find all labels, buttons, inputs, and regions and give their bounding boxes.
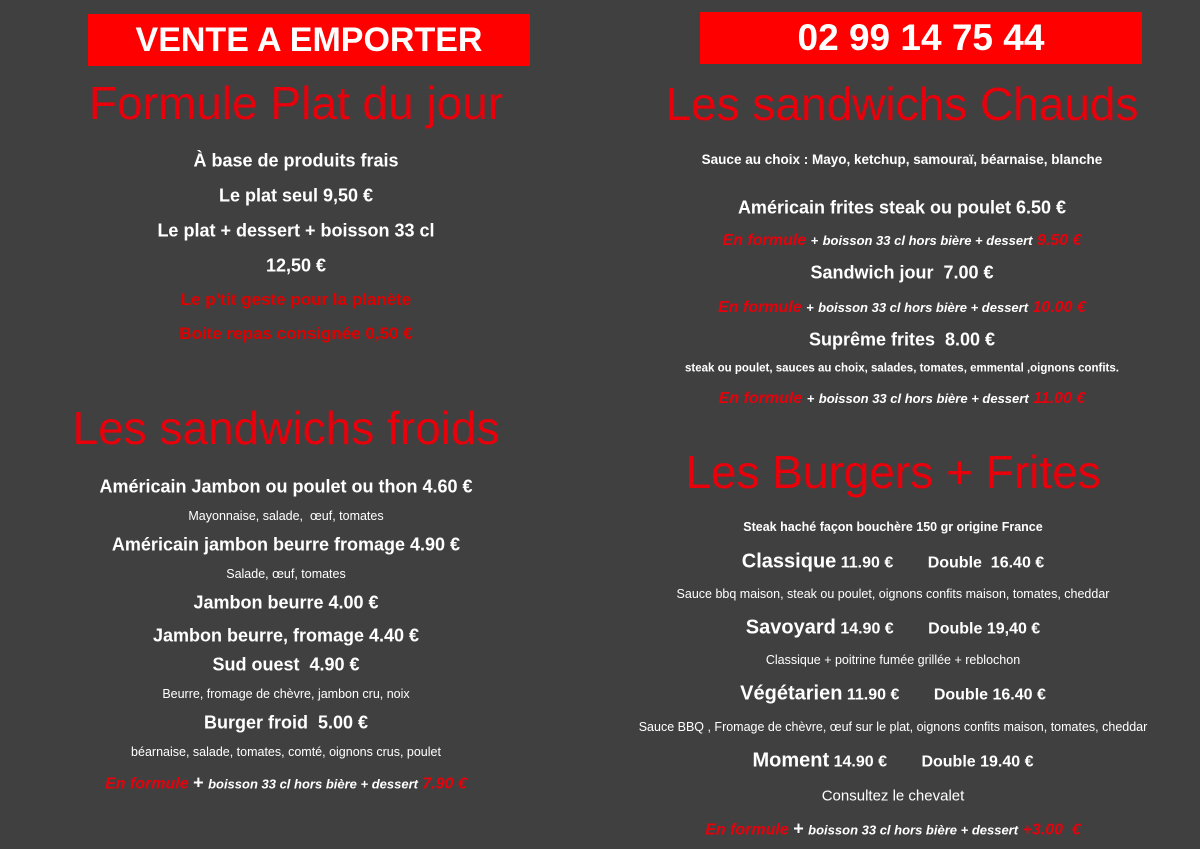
burger-desc: Classique + poitrine fumée grillée + reblochon (765, 652, 1021, 667)
formule-plus: + (806, 299, 814, 315)
burgers-section (586, 0, 1200, 849)
menu-item-name: Américain frites steak ou poulet 6.50 € (737, 197, 1067, 218)
menu-item-name: Jambon beurre 4.00 € (193, 592, 379, 613)
burger-price: 11.90 € (840, 554, 894, 572)
formule-plus: + (810, 232, 819, 248)
menu-item-name: Américain jambon beurre fromage 4.90 € (111, 534, 461, 555)
menu-item-desc: Beurre, fromage de chèvre, jambon cru, noix (162, 686, 410, 701)
formule-label: En formule (718, 298, 802, 316)
burger-double-price: Double 16.40 € (927, 554, 1045, 572)
menu-item-name: Sandwich jour 7.00 € (810, 262, 994, 283)
formule-label: En formule (718, 389, 803, 407)
formule-text: boisson 33 cl hors bière + dessert (208, 776, 418, 792)
formule-line (586, 818, 1200, 839)
formule-price: 7.90 € (422, 775, 467, 793)
burgers-title: Les Burgers + Frites (685, 446, 1101, 498)
formule-price: 11.00 € (1033, 389, 1086, 407)
formule-plus: + (793, 818, 804, 839)
burger-price: 14.90 € (833, 753, 887, 771)
eco-line: Le p’tit geste pour la planète (180, 290, 412, 310)
formule-line (0, 772, 572, 793)
formule-plus: + (193, 772, 204, 793)
formule-price: 9.50 € (1036, 231, 1082, 249)
burger-name: Classique (741, 550, 837, 573)
steak-info: Steak haché façon bouchère 150 gr origine France (743, 519, 1043, 534)
formule-plus: + (806, 390, 815, 406)
formule-price: +3.00 € (1022, 821, 1081, 839)
burger-double-price: Double 19.40 € (921, 753, 1034, 771)
sandwichs-froids-section (0, 0, 572, 849)
formule-text: boisson 33 cl hors bière + dessert (808, 822, 1019, 838)
sandwichs-chauds-title: Les sandwichs Chauds (665, 78, 1139, 130)
burger-double-price: Double 19,40 € (928, 620, 1041, 638)
takeaway-banner: VENTE A EMPORTER (88, 14, 530, 66)
burger-row (586, 683, 1200, 706)
burger-row (586, 617, 1200, 640)
plat-line: Le plat seul 9,50 € (218, 185, 374, 206)
plat-line: Le plat + dessert + boisson 33 cl (157, 220, 435, 241)
burger-name: Moment (752, 749, 830, 772)
formule-text: boisson 33 cl hors bière + dessert (822, 232, 1033, 248)
menu-item-name: Américain Jambon ou poulet ou thon 4.60 € (99, 476, 473, 497)
eco-line: Boite repas consignée 0,50 € (179, 324, 413, 344)
formule-text: boisson 33 cl hors bière + dessert (818, 390, 1029, 406)
plat-line: À base de produits frais (193, 150, 399, 171)
burger-row (586, 551, 1200, 574)
menu-item-name: Suprême frites 8.00 € (808, 329, 996, 350)
formule-price: 10.00 € (1032, 298, 1086, 316)
menu-item-desc: Salade, œuf, tomates (226, 566, 346, 581)
burger-name: Végétarien (740, 682, 843, 705)
menu-item-desc: Mayonnaise, salade, œuf, tomates (188, 508, 384, 523)
formule-text: boisson 33 cl hors bière + dessert (818, 299, 1029, 315)
menu-item-desc: béarnaise, salade, tomates, comté, oignons crus, poulet (131, 744, 441, 759)
menu-item-name: Sud ouest 4.90 € (212, 654, 360, 675)
burger-desc: Sauce bbq maison, steak ou poulet, oignons confits maison, tomates, cheddar (676, 586, 1110, 601)
plat-du-jour-title: Formule Plat du jour (88, 77, 504, 129)
burger-double-price: Double 16.40 € (933, 686, 1046, 704)
burger-price: 14.90 € (840, 620, 894, 638)
menu-item-name: Burger froid 5.00 € (203, 712, 369, 733)
phone-banner: 02 99 14 75 44 (700, 12, 1142, 64)
burger-price: 11.90 € (846, 686, 900, 704)
formule-label: En formule (705, 821, 789, 839)
burger-name: Savoyard (745, 616, 836, 639)
sandwichs-froids-title: Les sandwichs froids (72, 402, 500, 454)
formule-label: En formule (722, 231, 807, 249)
plat-line: 12,50 € (265, 255, 327, 276)
menu-item-name: Jambon beurre, fromage 4.40 € (152, 625, 420, 646)
sauce-choice: Sauce au choix : Mayo, ketchup, samouraï, béarnaise, blanche (701, 152, 1103, 168)
menu-item-desc: steak ou poulet, sauces au choix, salades, tomates, emmental ,oignons confits. (685, 362, 1119, 375)
chevalet-note: Consultez le chevalet (821, 787, 965, 805)
formule-label: En formule (105, 775, 189, 793)
burger-desc: Sauce BBQ , Fromage de chèvre, œuf sur le plat, oignons confits maison, tomates, cheddar (638, 719, 1148, 734)
burger-row (586, 750, 1200, 773)
